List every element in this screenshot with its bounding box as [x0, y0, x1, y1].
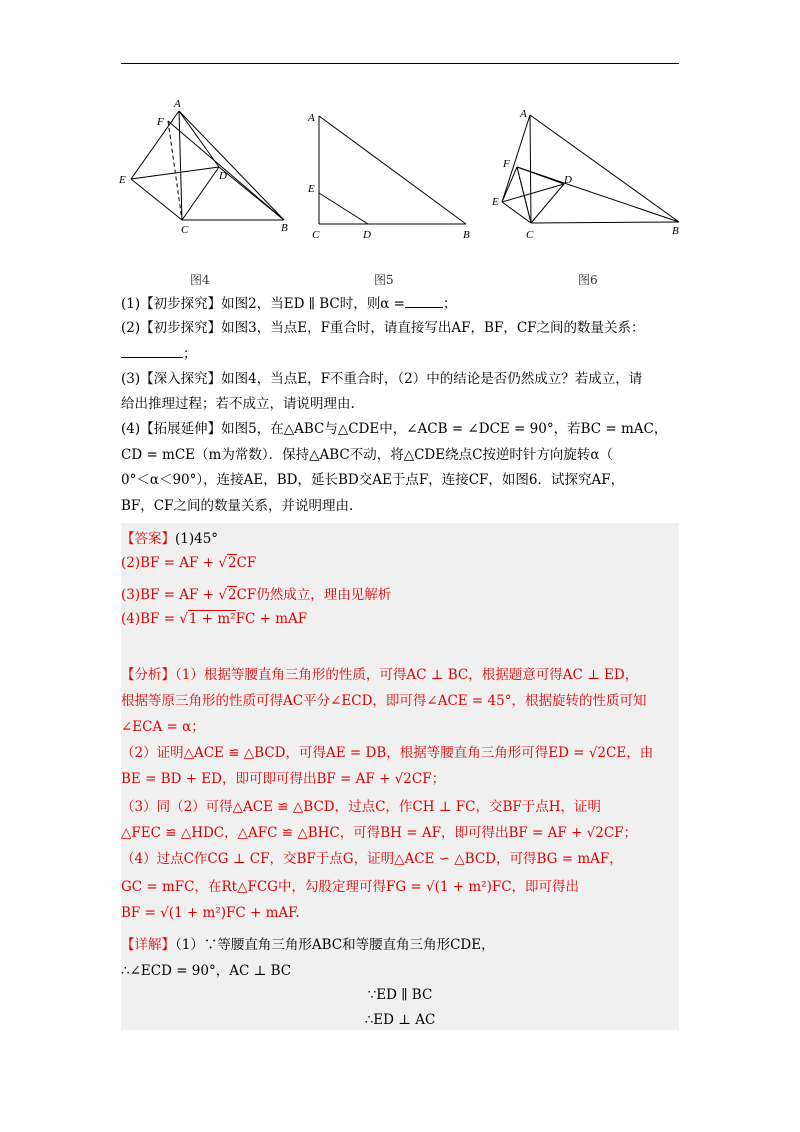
analysis-line-1-text: （1）根据等腰直角三角形的性质，可得AC ⊥ BC，根据题意可得AC ⊥ ED，: [175, 667, 639, 683]
answer-1-text: (1)45°: [175, 531, 219, 547]
answer-3-pre: (3)BF = AF +: [121, 587, 219, 603]
question-4-line1: (4)【拓展延伸】如图5，在△ABC与△CDE中，∠ACB = ∠DCE = 90°，若BC = mAC，: [121, 421, 668, 437]
analysis-line-3: ∠ECA = α；: [121, 719, 205, 735]
label-A: A: [174, 98, 181, 110]
figure-6: [490, 95, 690, 245]
label-A: A: [520, 108, 527, 120]
analysis-line-10: BF = √(1 + m²)FC + mAF.: [121, 905, 300, 921]
caption-fig6: 图6: [578, 273, 598, 287]
caption-fig4: 图4: [190, 273, 210, 287]
label-D: D: [363, 229, 371, 240]
question-1: (1)【初步探究】如图2，当ED ∥ BC时，则α = ；: [121, 296, 457, 312]
analysis-label: 【分析】: [121, 667, 175, 683]
analysis-line-6: （3）同（2）可得△ACE ≌ △BCD，过点C，作CH ⊥ FC，交BF于点H，证明: [121, 799, 602, 815]
answer-label: 【答案】: [121, 531, 175, 547]
answer-2-post: CF: [236, 555, 257, 571]
label-E: E: [119, 174, 126, 186]
label-B: B: [463, 229, 470, 240]
question-4-line2: CD = mCE（m为常数）．保持△ABC不动，将△CDE绕点C按逆时针方向旋转α（: [121, 447, 614, 463]
answer-4: (4)BF = √1 + m²FC + mAF: [121, 611, 308, 627]
analysis-line-1: [121, 663, 638, 683]
label-D: D: [219, 170, 227, 182]
question-2-blank-line: ；: [121, 343, 681, 366]
answer-4-radicand: 1 + m²: [188, 611, 236, 627]
label-E: E: [492, 196, 499, 208]
label-C: C: [181, 224, 189, 236]
label-E: E: [308, 183, 315, 195]
question-4-line4: BF，CF之间的数量关系，并说明理由.: [121, 498, 354, 514]
detail-line-1: [121, 933, 495, 953]
figure-4: [115, 95, 295, 240]
analysis-line-7: △FEC ≌ △HDC，△AFC ≌ △BHC，可得BH = AF，即可得出BF = AF + √2CF；: [121, 825, 638, 841]
answer-2-pre: (2)BF = AF +: [121, 555, 219, 571]
answer-3-post: CF仍然成立，理由见解析: [236, 587, 392, 603]
question-4-line3: 0°＜α＜90°），连接AE，BD，延长BD交AE于点F，连接CF，如图6．试探究AF，: [121, 472, 625, 488]
analysis-line-2: 根据等原三角形的性质可得AC平分∠ECD，即可得∠ACE = 45°，根据旋转的性质可知: [121, 693, 647, 709]
answer-4-post: FC + mAF: [235, 611, 308, 627]
answer-4-pre: (4)BF =: [121, 611, 180, 627]
figure-5: [300, 95, 480, 240]
label-D: D: [564, 174, 572, 186]
label-B: B: [672, 225, 679, 237]
analysis-line-5: BE = BD + ED，即可即可得出BF = AF + √2CF；: [121, 771, 446, 787]
question-3-line1: (3)【深入探究】如图4，当点E，F不重合时，（2）中的结论是否仍然成立？若成立，请: [121, 371, 643, 387]
analysis-line-8: （4）过点C作CG ⊥ CF，交BF于点G，证明△ACE ∽ △BCD，可得BG = mAF，: [121, 851, 623, 867]
answer-3-radicand: 2: [227, 587, 237, 603]
detail-line-1-text: （1）∵等腰直角三角形ABC和等腰直角三角形CDE，: [175, 937, 495, 953]
caption-fig5: 图5: [374, 273, 394, 287]
answer-blank-1: [405, 307, 443, 308]
label-B: B: [281, 222, 288, 234]
detail-label: 【详解】: [121, 937, 175, 953]
analysis-line-9: GC = mFC，在Rt△FCG中，勾股定理可得FG = √(1 + m²)FC，即可得出: [121, 879, 580, 895]
detail-line-2: ∴∠ECD = 90°，AC ⊥ BC: [121, 963, 292, 979]
question-1-text: (1)【初步探究】如图2，当ED ∥ BC时，则α =: [121, 296, 405, 312]
label-C: C: [526, 229, 534, 241]
label-F: F: [157, 116, 164, 128]
question-2: (2)【初步探究】如图3，当点E，F重合时，请直接写出AF，BF，CF之间的数量关系：: [121, 320, 645, 336]
header-rule: [121, 63, 679, 64]
answer-1: [121, 527, 218, 547]
answer-2: (2)BF = AF + √2CF: [121, 555, 257, 571]
answer-3: (3)BF = AF + √2CF仍然成立，理由见解析: [121, 587, 392, 603]
solution-panel: [121, 523, 679, 1030]
answer-blank-2: [121, 357, 183, 358]
label-C: C: [312, 229, 320, 240]
analysis-line-4: （2）证明△ACE ≌ △BCD，可得AE = DB，根据等腰直角三角形可得ED = √2CE，由: [121, 745, 654, 761]
label-F: F: [503, 158, 510, 170]
question-3-line2: 给出推理过程；若不成立，请说明理由.: [121, 396, 355, 412]
label-A: A: [308, 112, 315, 124]
answer-2-radicand: 2: [227, 555, 237, 571]
detail-line-3: ∵ED ∥ BC: [367, 987, 433, 1003]
detail-line-4: ∴ED ⊥ AC: [364, 1012, 436, 1028]
